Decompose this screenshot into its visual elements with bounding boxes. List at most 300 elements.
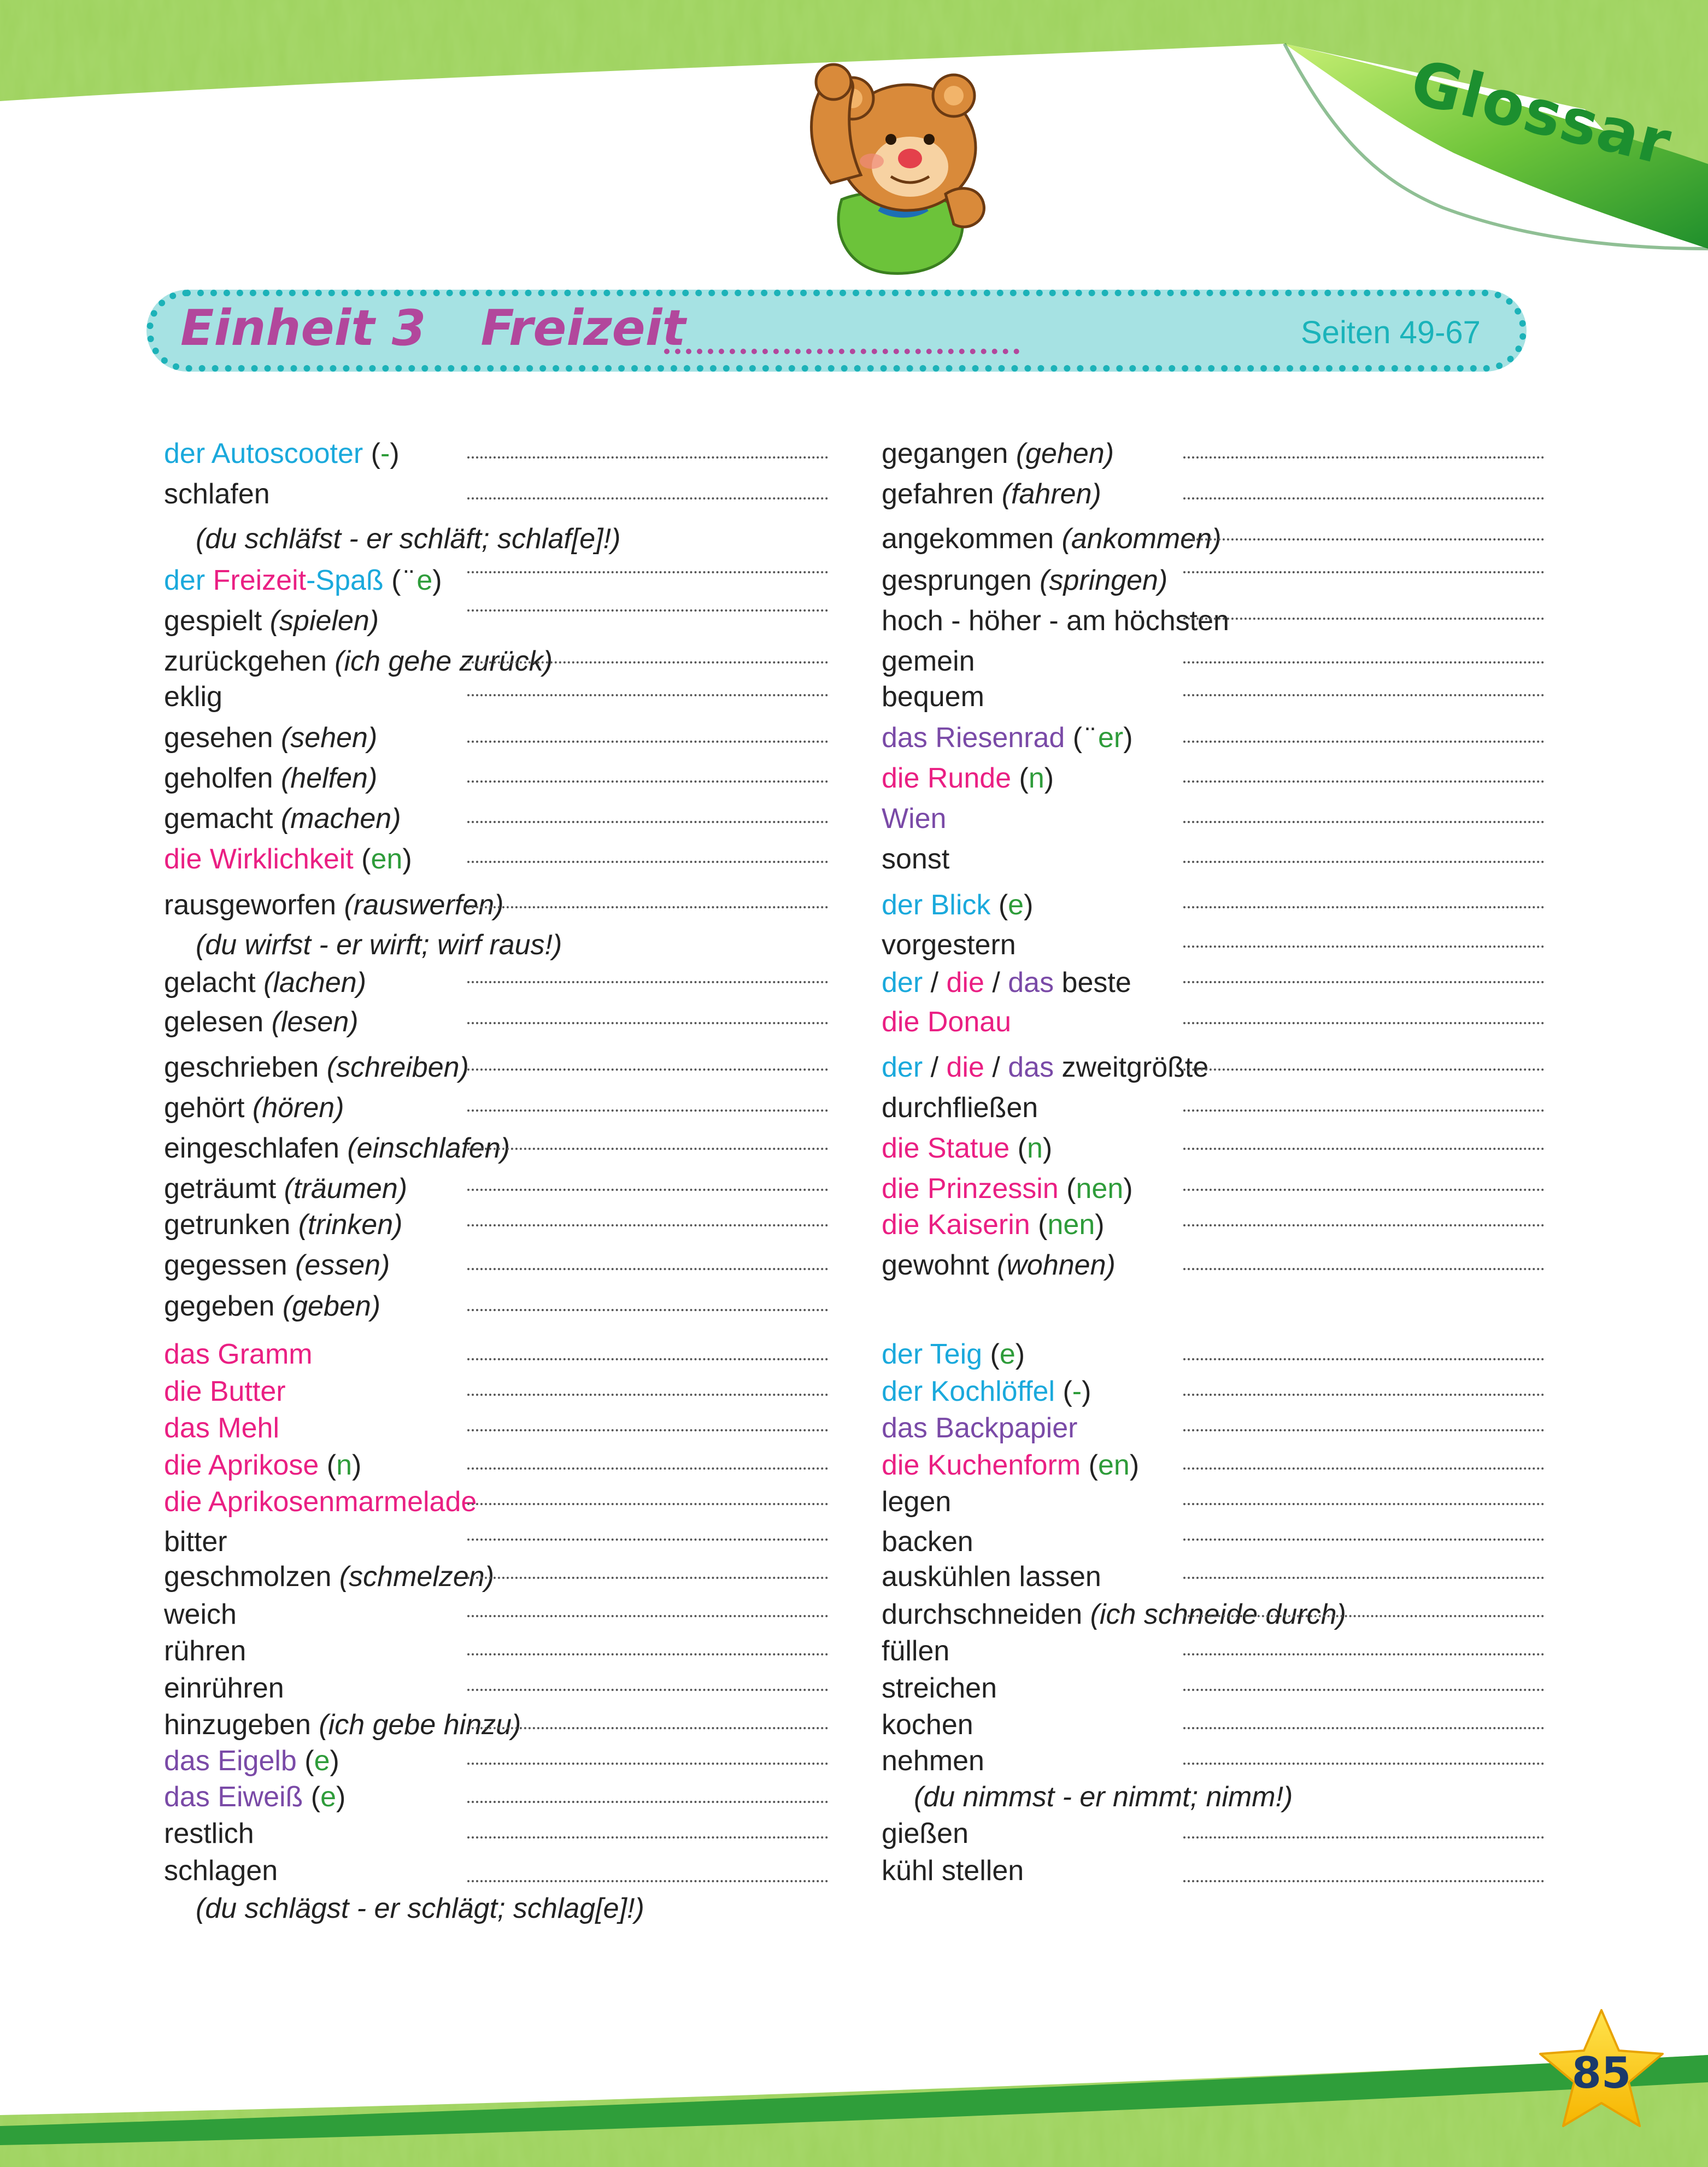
entry-text-part: nehmen: [882, 1745, 984, 1777]
right-glossary-entry: [882, 1449, 1139, 1482]
entry-text-part: n: [1026, 1132, 1043, 1164]
entry-text-part: eklig: [164, 681, 222, 713]
left-glossary-entry: [164, 1854, 278, 1887]
entry-text-part: das Mehl: [164, 1412, 279, 1444]
entry-text-part: ): [390, 438, 400, 469]
right-glossary-entry: [882, 522, 1221, 555]
entry-text-part: (: [303, 1781, 321, 1813]
entry-text-part: durchfließen: [882, 1092, 1038, 1124]
entry-text-part: (: [353, 843, 371, 875]
entry-text-part: die Wirklichkeit: [164, 843, 354, 875]
answer-dotted-line: [467, 1394, 828, 1396]
entry-text-part: schlagen: [164, 1855, 278, 1887]
answer-dotted-line: [467, 609, 828, 612]
answer-dotted-line: [1183, 497, 1544, 500]
answer-dotted-line: [1183, 1022, 1544, 1024]
right-glossary-entry: [882, 802, 946, 835]
entry-text-part: der Teig: [882, 1338, 983, 1370]
answer-dotted-line: [467, 1189, 828, 1191]
entry-text-part: (träumen): [284, 1173, 408, 1205]
left-glossary-entry: [196, 929, 562, 961]
answer-dotted-line: [467, 1429, 828, 1431]
left-glossary-entry: [164, 604, 379, 637]
right-glossary-entry: [882, 762, 1054, 795]
left-glossary-entry: [164, 478, 270, 510]
right-glossary-entry: [882, 1598, 1346, 1631]
entry-text-part: backen: [882, 1526, 973, 1558]
entry-text-part: gemacht: [164, 803, 281, 835]
entry-text-part: getrunken: [164, 1209, 298, 1241]
answer-dotted-line: [1183, 661, 1544, 663]
entry-text-part: geschmolzen: [164, 1561, 339, 1593]
entry-text-part: (: [990, 889, 1008, 921]
entry-text-part: (: [1009, 1132, 1027, 1164]
left-glossary-entry: [164, 1672, 284, 1705]
left-glossary-entry: [164, 889, 503, 921]
entry-text-part: legen: [882, 1486, 952, 1518]
answer-dotted-line: [467, 741, 828, 743]
entry-text-part: der Autoscooter: [164, 438, 363, 469]
right-glossary-entry: [882, 929, 1016, 961]
entry-text-part: (helfen): [280, 762, 378, 794]
answer-dotted-line: [1183, 981, 1544, 983]
answer-dotted-line: [1183, 1653, 1544, 1655]
answer-dotted-line: [1183, 821, 1544, 823]
entry-text-part: gegessen: [164, 1249, 295, 1281]
entry-text-part: -Spaß: [306, 565, 384, 596]
right-glossary-entry: [882, 1249, 1116, 1282]
entry-text-part: ): [1024, 889, 1034, 921]
entry-text-part: die: [946, 1052, 984, 1083]
entry-text-part: /: [984, 967, 1008, 999]
answer-dotted-line: [467, 497, 828, 500]
right-glossary-entry: [882, 680, 984, 713]
answer-dotted-line: [1183, 1577, 1544, 1579]
entry-text-part: ( ̈: [383, 565, 417, 596]
entry-text-part: zweitgrößte: [1054, 1052, 1209, 1083]
answer-dotted-line: [1183, 906, 1544, 908]
entry-text-part: (wohnen): [997, 1249, 1116, 1281]
answer-dotted-line: [1183, 946, 1544, 948]
entry-text-part: schlafen: [164, 478, 270, 510]
entry-text-part: die Kaiserin: [882, 1209, 1030, 1241]
right-glossary-entry: [882, 1375, 1091, 1408]
right-glossary-entry: [882, 1708, 973, 1741]
page-number: 85: [1571, 2049, 1631, 2098]
entry-text-part: rühren: [164, 1635, 246, 1667]
entry-text-part: der Blick: [882, 889, 991, 921]
answer-dotted-line: [1183, 1503, 1544, 1505]
right-glossary-entry: [882, 1817, 969, 1850]
answer-dotted-line: [467, 1309, 828, 1311]
answer-dotted-line: [467, 861, 828, 863]
entry-text-part: (einschlafen): [347, 1132, 510, 1164]
left-glossary-entry: [164, 1817, 254, 1850]
left-glossary-entry: [164, 1091, 344, 1124]
answer-dotted-line: [467, 1467, 828, 1470]
entry-text-part: (lesen): [271, 1006, 359, 1038]
right-glossary-entry: [882, 645, 975, 678]
entry-text-part: der Kochlöffel: [882, 1376, 1055, 1407]
entry-text-part: ): [336, 1781, 346, 1813]
answer-dotted-line: [467, 1224, 828, 1226]
entry-text-part: eingeschlafen: [164, 1132, 348, 1164]
answer-dotted-line: [467, 1022, 828, 1024]
left-glossary-entry: [164, 721, 377, 754]
entry-text-part: geholfen: [164, 762, 281, 794]
entry-text-part: ): [1129, 1449, 1140, 1481]
answer-dotted-line: [1183, 538, 1544, 541]
right-glossary-entry: [882, 1635, 949, 1667]
entry-text-part: (lachen): [263, 967, 367, 999]
entry-text-part: ): [1123, 722, 1133, 754]
right-glossary-entry: [882, 1208, 1105, 1241]
entry-text-part: (schreiben): [326, 1052, 469, 1083]
entry-text-part: die Statue: [882, 1132, 1010, 1164]
entry-text-part: gefahren: [882, 478, 1002, 510]
entry-text-part: ): [330, 1745, 339, 1777]
entry-text-part: die: [946, 967, 984, 999]
answer-dotted-line: [1183, 456, 1544, 459]
answer-dotted-line: [1183, 1068, 1544, 1071]
left-glossary-entry: [164, 1006, 359, 1038]
left-glossary-entry: [164, 1249, 390, 1282]
page-number-star: [1536, 2006, 1667, 2131]
right-glossary-entry: [882, 1338, 1025, 1371]
answer-dotted-line: [467, 1538, 828, 1541]
left-glossary-entry: [164, 1290, 380, 1323]
entry-text-part: (du nimmst - er nimmt; nimm!): [914, 1781, 1293, 1813]
entry-text-part: (ankommen): [1061, 523, 1222, 555]
unit-topic: Freizeit: [480, 299, 686, 357]
entry-text-part: ): [1015, 1338, 1025, 1370]
entry-text-part: (hören): [252, 1092, 344, 1124]
entry-text-part: gelesen: [164, 1006, 272, 1038]
answer-dotted-line: [467, 1727, 828, 1729]
left-glossary-entry: [164, 1635, 246, 1667]
entry-text-part: das Gramm: [164, 1338, 313, 1370]
entry-text-part: geträumt: [164, 1173, 284, 1205]
left-glossary-entry: [164, 1449, 361, 1482]
entry-text-part: n: [1028, 762, 1044, 794]
entry-text-part: kochen: [882, 1709, 973, 1741]
left-glossary-entry: [164, 1560, 494, 1593]
unit-label: Einheit 3: [180, 299, 426, 357]
answer-dotted-line: [467, 1358, 828, 1360]
answer-dotted-line: [1183, 694, 1544, 696]
answer-dotted-line: [1183, 741, 1544, 743]
right-glossary-entry: [882, 1672, 997, 1705]
entry-text-part: hinzugeben: [164, 1709, 319, 1741]
left-glossary-entry: [164, 1781, 345, 1813]
entry-text-part: die Aprikosenmarmelade: [164, 1486, 477, 1518]
left-glossary-entry: [164, 564, 442, 597]
right-glossary-entry: [882, 889, 1033, 921]
entry-text-part: e: [314, 1745, 330, 1777]
entry-text-part: ): [1042, 1132, 1053, 1164]
right-glossary-entry: [882, 1051, 1208, 1084]
left-glossary-entry: [164, 1412, 279, 1444]
entry-text-part: (ich schneide durch): [1090, 1599, 1346, 1630]
bear-mascot-illustration: [765, 52, 1038, 276]
right-glossary-entry: [882, 1172, 1133, 1205]
entry-text-part: /: [923, 1052, 947, 1083]
right-glossary-entry: [882, 843, 949, 876]
entry-text-part: gespielt: [164, 605, 270, 637]
right-glossary-entry: [882, 1412, 1077, 1444]
left-glossary-entry: [164, 1208, 402, 1241]
entry-text-part: zurückgehen: [164, 645, 335, 677]
entry-text-part: (machen): [280, 803, 401, 835]
left-glossary-entry: [164, 1132, 510, 1165]
entry-text-part: geschrieben: [164, 1052, 327, 1083]
entry-text-part: bequem: [882, 681, 984, 713]
entry-text-part: n: [336, 1449, 352, 1481]
right-glossary-entry: [882, 1745, 984, 1777]
entry-text-part: (gehen): [1016, 438, 1114, 469]
entry-text-part: restlich: [164, 1818, 254, 1849]
left-glossary-entry: [164, 437, 400, 470]
entry-text-part: gegangen: [882, 438, 1016, 469]
answer-dotted-line: [1183, 1224, 1544, 1226]
entry-text-part: ): [1044, 762, 1054, 794]
entry-text-part: auskühlen lassen: [882, 1561, 1101, 1593]
answer-dotted-line: [467, 661, 828, 663]
entry-text-part: das: [1008, 967, 1054, 999]
right-glossary-entry: [882, 1525, 973, 1558]
answer-dotted-line: [1183, 1727, 1544, 1729]
entry-text-part: das Eiweiß: [164, 1781, 303, 1813]
entry-text-part: sonst: [882, 843, 950, 875]
entry-text-part: gegeben: [164, 1290, 283, 1322]
entry-text-part: gewohnt: [882, 1249, 997, 1281]
entry-text-part: (ich gehe zurück): [334, 645, 553, 677]
answer-dotted-line: [467, 1836, 828, 1839]
entry-text-part: ): [1123, 1173, 1133, 1205]
left-glossary-entry: [196, 522, 620, 555]
entry-text-part: (: [1011, 762, 1029, 794]
answer-dotted-line: [1183, 1615, 1544, 1617]
entry-text-part: (ich gebe hinzu): [319, 1709, 521, 1741]
left-glossary-entry: [164, 1708, 521, 1741]
entry-text-part: (spielen): [269, 605, 379, 637]
entry-text-part: gesprungen: [882, 565, 1040, 596]
answer-dotted-line: [1183, 618, 1544, 620]
left-glossary-entry: [164, 1338, 313, 1371]
entry-text-part: (: [319, 1449, 337, 1481]
answer-dotted-line: [467, 1148, 828, 1150]
answer-dotted-line: [467, 1577, 828, 1579]
entry-text-part: (: [296, 1745, 314, 1777]
answer-dotted-line: [1183, 861, 1544, 863]
entry-text-part: gemein: [882, 645, 975, 677]
answer-dotted-line: [467, 456, 828, 459]
answer-dotted-line: [1183, 1189, 1544, 1191]
left-glossary-entry: [164, 1745, 339, 1777]
left-glossary-entry: [164, 680, 222, 713]
left-glossary-entry: [164, 762, 377, 795]
glossary-corner-label: Glossar: [1404, 46, 1678, 180]
left-glossary-entry: [196, 1892, 644, 1925]
answer-dotted-line: [1183, 1836, 1544, 1839]
entry-text-part: (du wirfst - er wirft; wirf raus!): [196, 929, 562, 961]
entry-text-part: (du schläfst - er schläft; schlaf[e]!): [196, 523, 621, 555]
right-glossary-entry: [882, 1485, 951, 1518]
left-glossary-entry: [164, 1598, 237, 1631]
entry-text-part: einrühren: [164, 1672, 284, 1704]
right-glossary-entry: [914, 1781, 1293, 1813]
answer-dotted-line: [467, 1068, 828, 1071]
entry-text-part: der: [882, 967, 923, 999]
answer-dotted-line: [1183, 1689, 1544, 1691]
entry-text-part: (fahren): [1001, 478, 1101, 510]
right-glossary-entry: [882, 1132, 1052, 1165]
entry-text-part: Wien: [882, 803, 947, 835]
answer-dotted-line: [467, 780, 828, 783]
entry-text-part: rausgeworfen: [164, 889, 344, 921]
right-glossary-entry: [882, 1854, 1024, 1887]
entry-text-part: (springen): [1040, 565, 1168, 596]
entry-text-part: (essen): [295, 1249, 390, 1281]
entry-text-part: (: [363, 438, 380, 469]
entry-text-part: das Eigelb: [164, 1745, 297, 1777]
answer-dotted-line: [467, 694, 828, 696]
left-glossary-entry: [164, 966, 366, 999]
right-glossary-entry: [882, 966, 1131, 999]
entry-text-part: (rauswerfen): [344, 889, 504, 921]
entry-text-part: hoch - höher - am höchsten: [882, 605, 1229, 637]
answer-dotted-line: [467, 1503, 828, 1505]
entry-text-part: bitter: [164, 1526, 227, 1558]
entry-text-part: (schmelzen): [339, 1561, 495, 1593]
right-glossary-entry: [882, 721, 1133, 754]
entry-text-part: füllen: [882, 1635, 950, 1667]
entry-text-part: die Kuchenform: [882, 1449, 1081, 1481]
entry-text-part: Freizeit: [213, 565, 307, 596]
answer-dotted-line: [1183, 1148, 1544, 1150]
entry-text-part: (: [1030, 1209, 1048, 1241]
entry-text-part: en: [1097, 1449, 1130, 1481]
left-glossary-entry: [164, 1525, 227, 1558]
entry-text-part: ( ̈: [1065, 722, 1098, 754]
entry-text-part: die Butter: [164, 1376, 286, 1407]
entry-text-part: e: [1008, 889, 1024, 921]
answer-dotted-line: [1183, 1467, 1544, 1470]
answer-dotted-line: [467, 1653, 828, 1655]
answer-dotted-line: [1183, 1429, 1544, 1431]
answer-dotted-line: [1183, 1880, 1544, 1882]
answer-dotted-line: [467, 1763, 828, 1765]
entry-text-part: das: [1008, 1052, 1054, 1083]
answer-dotted-line: [1183, 571, 1544, 573]
entry-text-part: die Donau: [882, 1006, 1012, 1038]
right-glossary-entry: [882, 564, 1167, 597]
entry-text-part: (: [982, 1338, 1000, 1370]
entry-text-part: gehört: [164, 1092, 253, 1124]
entry-text-part: gießen: [882, 1818, 969, 1849]
left-glossary-entry: [164, 1375, 286, 1408]
answer-dotted-line: [1183, 1109, 1544, 1112]
answer-dotted-line: [1183, 1358, 1544, 1360]
entry-text-part: (: [1081, 1449, 1098, 1481]
answer-dotted-line: [467, 1109, 828, 1112]
answer-dotted-line: [467, 1615, 828, 1617]
left-glossary-entry: [164, 1485, 477, 1518]
unit-pages: Seiten 49-67: [1301, 315, 1481, 350]
entry-text-part: ): [432, 565, 442, 596]
entry-text-part: vorgestern: [882, 929, 1016, 961]
right-glossary-entry: [882, 1006, 1011, 1038]
entry-text-part: der: [882, 1052, 923, 1083]
right-glossary-entry: [882, 478, 1101, 510]
entry-text-part: (trinken): [298, 1209, 403, 1241]
entry-text-part: en: [371, 843, 403, 875]
entry-text-part: nen: [1076, 1173, 1124, 1205]
entry-text-part: ): [402, 843, 412, 875]
answer-dotted-line: [467, 1880, 828, 1882]
entry-text-part: e: [999, 1338, 1016, 1370]
entry-text-part: das Riesenrad: [882, 722, 1065, 754]
entry-text-part: (: [1055, 1376, 1072, 1407]
entry-text-part: /: [923, 967, 947, 999]
entry-text-part: gelacht: [164, 967, 264, 999]
answer-dotted-line: [1183, 1538, 1544, 1541]
entry-text-part: die Prinzessin: [882, 1173, 1059, 1205]
answer-dotted-line: [1183, 1268, 1544, 1270]
entry-text-part: er: [1097, 722, 1124, 754]
right-glossary-entry: [882, 437, 1114, 470]
entry-text-part: nen: [1047, 1209, 1095, 1241]
right-glossary-entry: [882, 1091, 1038, 1124]
entry-text-part: ): [351, 1449, 362, 1481]
entry-text-part: -: [380, 438, 390, 469]
answer-dotted-line: [1183, 1394, 1544, 1396]
unit-title: [180, 299, 686, 357]
left-glossary-entry: [164, 843, 412, 876]
entry-text-part: streichen: [882, 1672, 997, 1704]
right-glossary-entry: [882, 604, 1229, 637]
entry-text-part: der: [164, 565, 213, 596]
entry-text-part: (: [1058, 1173, 1076, 1205]
left-glossary-entry: [164, 1051, 469, 1084]
answer-dotted-line: [467, 1801, 828, 1803]
entry-text-part: kühl stellen: [882, 1855, 1024, 1887]
entry-text-part: (geben): [282, 1290, 381, 1322]
entry-text-part: e: [416, 565, 433, 596]
left-glossary-entry: [164, 1172, 407, 1205]
left-glossary-entry: [164, 802, 401, 835]
entry-text-part: das Backpapier: [882, 1412, 1078, 1444]
entry-text-part: durchschneiden: [882, 1599, 1090, 1630]
entry-text-part: (sehen): [280, 722, 378, 754]
title-dotted-line: [664, 349, 1019, 354]
right-glossary-entry: [882, 1560, 1101, 1593]
entry-text-part: gesehen: [164, 722, 281, 754]
entry-text-part: weich: [164, 1599, 237, 1630]
entry-text-part: /: [984, 1052, 1008, 1083]
entry-text-part: ): [1095, 1209, 1105, 1241]
answer-dotted-line: [1183, 780, 1544, 783]
entry-text-part: e: [320, 1781, 336, 1813]
answer-dotted-line: [1183, 1763, 1544, 1765]
entry-text-part: die Runde: [882, 762, 1012, 794]
entry-text-part: ): [1082, 1376, 1091, 1407]
answer-dotted-line: [467, 821, 828, 823]
answer-dotted-line: [467, 571, 828, 573]
entry-text-part: die Aprikose: [164, 1449, 319, 1481]
entry-text-part: angekommen: [882, 523, 1062, 555]
answer-dotted-line: [467, 1689, 828, 1691]
